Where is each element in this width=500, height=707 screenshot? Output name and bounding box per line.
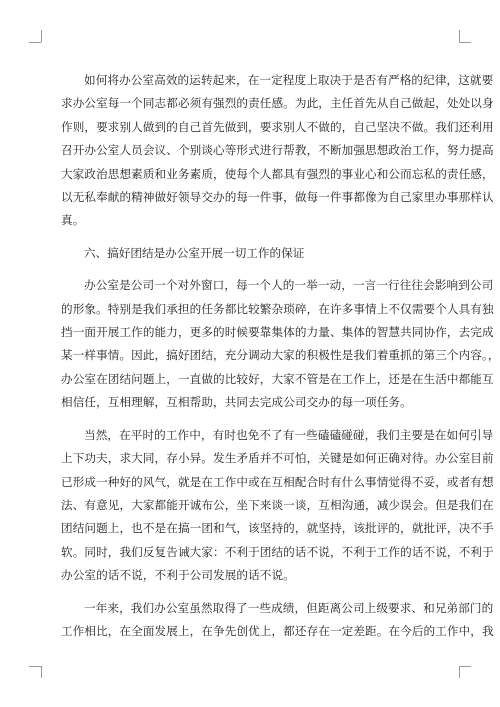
text-line: 当然，在平时的工作中，有时也免不了有一些磕磕碰碰，我们主要是在如何引导 — [84, 427, 494, 442]
text-line: 一年来，我们办公室虽然取得了一些成绩，但距离公司上级要求、和兄弟部门的 — [84, 600, 494, 615]
text-line: 挡一面开展工作的能力，更多的时候要靠集体的力量、集体的智慧共同协作，去完成 — [61, 325, 494, 340]
text-line: 办公室的话不说，不利于公司发展的话不说。 — [61, 568, 295, 583]
text-line: 某一样事情。因此，搞好团结，充分调动大家的积极性是我们着重抓的第三个内容。， — [61, 348, 500, 363]
section-heading: 六、搞好团结是办公室开展一切工作的保证 — [84, 245, 305, 260]
crop-mark-bottom-right-v — [459, 666, 460, 678]
text-line: 上下功夫，求大同，存小异。发生矛盾并不可怕，关键是如何正确对待。办公室目前 — [61, 451, 494, 466]
text-line: 如何将办公室高效的运转起来，在一定程度上取决于是否有严格的纪律，这就要 — [84, 73, 494, 87]
text-line: 求办公室每一个同志都必须有强烈的责任感。为此，主任首先从自己做起，处处以身 — [61, 96, 494, 111]
document-body — [61, 69, 500, 643]
crop-mark-top-left-v — [41, 30, 42, 42]
crop-mark-bottom-right-h — [459, 666, 471, 667]
crop-mark-top-right-h — [459, 42, 471, 43]
text-line: 工作相比，在全面发展上，在争先创优上，都还存在一定差距。在今后的工作中，我 — [61, 623, 494, 638]
crop-mark-bottom-left-h — [29, 666, 41, 667]
text-line: 以无私奉献的精神做好领导交办的每一件事，做每一件事都像为自己家里办事那样认 — [61, 190, 494, 205]
text-line: 作则，要求别人做到的自己首先做到，要求别人不做的，自己坚决不做。我们还利用 — [61, 119, 494, 134]
paragraph-summary — [61, 597, 494, 644]
crop-mark-bottom-left-v — [41, 666, 42, 678]
text-line: 办公室在团结问题上，一直做的比较好，大家不管是在工作上，还是在生活中都能互 — [61, 371, 494, 386]
text-line: 的形象。特别是我们承担的任务都比较繁杂琐碎，在许多事情上不仅需要个人具有独 — [61, 301, 494, 316]
paragraph-discipline — [61, 69, 494, 233]
text-line: 团结问题上，也不是在搞一团和气，该坚持的，就坚持，该批评的，就批评，决不手 — [61, 521, 494, 536]
text-line: 软。同时，我们反复告诫大家：不利于团结的话不说，不利于工作的话不说，不利于 — [61, 544, 494, 559]
text-line: 法、有意见，大家都能开诚布公，坐下来谈一谈，互相沟通，减少误会。但是我们在 — [61, 497, 494, 512]
paragraph-unity — [61, 424, 494, 588]
crop-mark-top-right-v — [459, 30, 460, 42]
crop-mark-top-left-h — [29, 42, 41, 43]
text-line: 真。 — [61, 213, 85, 228]
text-line: 大家政治思想素质和业务素质，使每个人都具有强烈的事业心和公而忘私的责任感， — [61, 166, 494, 181]
text-line: 办公室是公司一个对外窗口，每一个人的一举一动，一言一行往往会影响到公司 — [84, 278, 494, 293]
text-line: 相信任，互相理解，互相帮助，共同去完成公司交办的每一项任务。 — [61, 395, 412, 410]
paragraph-window — [61, 274, 500, 414]
text-line: 召开办公室人员会议、个别谈心等形式进行帮教，不断加强思想政治工作，努力提高 — [61, 143, 494, 158]
text-line: 已形成一种好的风气，就是在工作中或在互相配合时有什么事情觉得不妥，或者有想 — [61, 474, 494, 489]
